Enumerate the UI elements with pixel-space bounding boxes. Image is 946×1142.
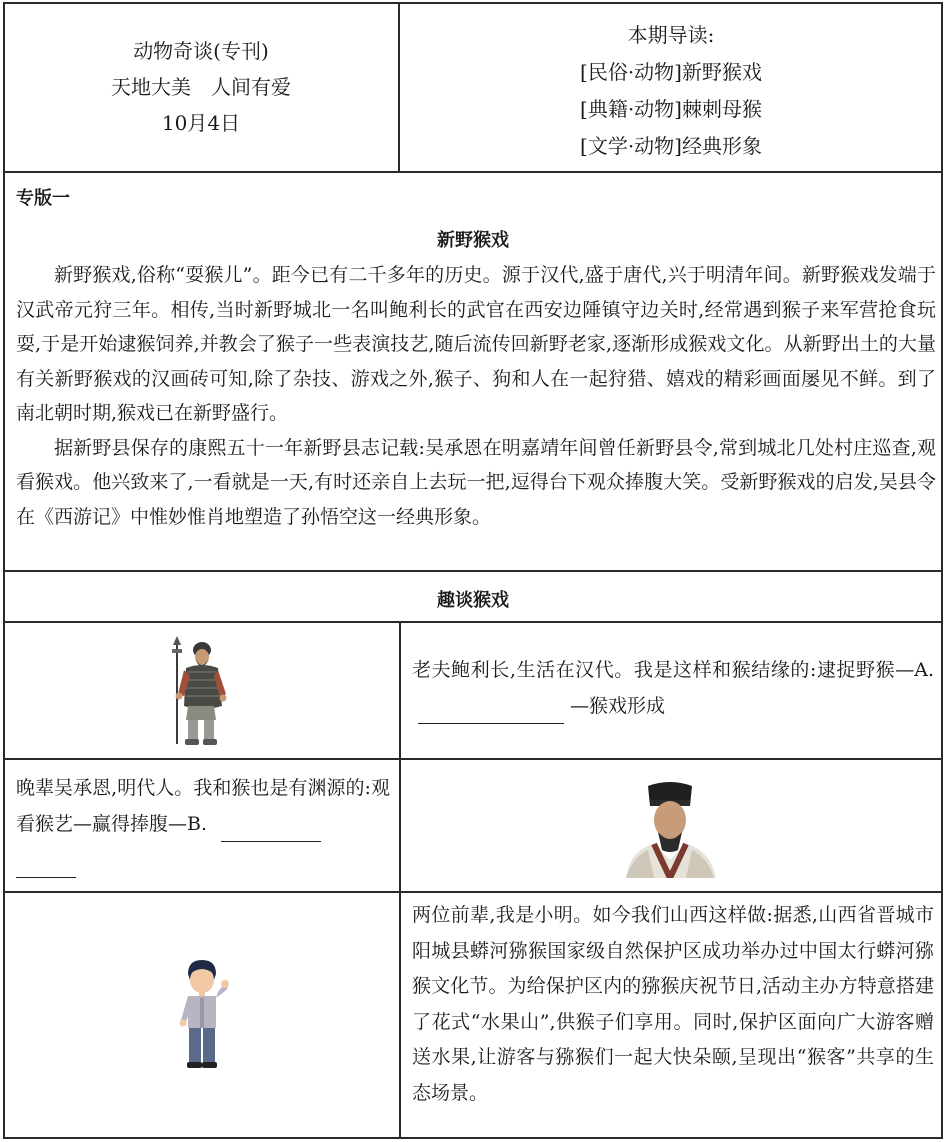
guide-heading: 本期导读: <box>627 23 715 47</box>
divider-masthead <box>3 171 943 173</box>
answer-blank-b-part1[interactable] <box>221 817 321 842</box>
bao-lichang-speech: 老夫鲍利长,生活在汉代。我是这样和猴结缘的:逮捉野猴—A. <box>412 659 934 681</box>
masthead <box>5 3 397 171</box>
section-label: 专版一 <box>16 188 70 209</box>
guide-item: [文学·动物]经典形象 <box>580 134 762 158</box>
xiaoming-text: 两位前辈,我是小明。如今我们山西这样做:据悉,山西省晋城市阳城县蟒河猕猴国家级自然保护区成功举办过中国太行蟒河猕猴文化节。为给保护区内的猕猴庆祝节日,活动主办方特意搭建了花式“水果山”,供猴子们享用。同时,保护区面向广大游客赠送水果,让游客与猕猴们一起大快朵颐,呈现出“猴客”共享的生态场景。 <box>412 904 934 1104</box>
article-title: 新野猴戏 <box>437 230 509 251</box>
divider-fun-title <box>3 621 943 623</box>
wu-chengen-text <box>16 770 390 878</box>
fun-section-title: 趣谈猴戏 <box>437 590 509 611</box>
divider-row2 <box>3 891 943 893</box>
border-right <box>941 2 943 1139</box>
border-bottom <box>3 1137 943 1139</box>
article-paragraph: 新野猴戏,俗称“耍猴儿”。距今已有二千多年的历史。源于汉代,盛于唐代,兴于明清年间。新野猴戏发端于汉武帝元狩三年。相传,当时新野城北一名叫鲍利长的武官在西安边陲镇守边关时,经常遇到猴子来军营抢食玩耍,于是开始逮猴饲养,并教会了猴子一些表演技艺,随后流传回新野老家,逐渐形成猴戏文化。从新野出土的大量有关新野猴戏的汉画砖可知,除了杂技、游戏之外,猴子、狗和人在一起狩猎、嬉戏的精彩画面屡见不鲜。到了南北朝时期,猴戏已在新野盛行。 <box>16 264 936 424</box>
scholar-illustration <box>618 780 722 878</box>
soldier-illustration <box>168 636 234 748</box>
masthead-slogan: 天地大美 人间有爱 <box>111 75 291 99</box>
divider-row1 <box>3 758 943 760</box>
article-body <box>16 258 936 534</box>
reading-guide <box>400 3 942 171</box>
boy-xiaoming-illustration <box>178 958 230 1070</box>
answer-blank-a[interactable] <box>418 699 564 724</box>
bao-lichang-text <box>412 652 934 724</box>
divider-fun-vertical <box>399 621 401 1139</box>
divider-article <box>3 570 943 572</box>
article-paragraph: 据新野县保存的康熙五十一年新野县志记载:吴承恩在明嘉靖年间曾任新野县令,常到城北几处村庄巡查,观看猴戏。他兴致来了,一看就是一天,有时还亲自上去玩一把,逗得台下观众捧腹大笑。受新野猴戏的启发,吴县令在《西游记》中惟妙惟肖地塑造了孙悟空这一经典形象。 <box>16 436 936 528</box>
masthead-title: 动物奇谈(专刊) <box>133 39 269 63</box>
masthead-date: 10月4日 <box>161 111 241 135</box>
answer-blank-b-part2[interactable] <box>16 853 76 878</box>
bao-lichang-speech-end: —猴戏形成 <box>570 695 666 717</box>
guide-item: [典籍·动物]棘刺母猴 <box>580 97 762 121</box>
wu-chengen-speech: 晚辈吴承恩,明代人。我和猴也是有渊源的:观看猴艺—赢得捧腹—B. <box>16 777 390 835</box>
border-left <box>3 2 5 1139</box>
guide-item: [民俗·动物]新野猴戏 <box>580 60 762 84</box>
